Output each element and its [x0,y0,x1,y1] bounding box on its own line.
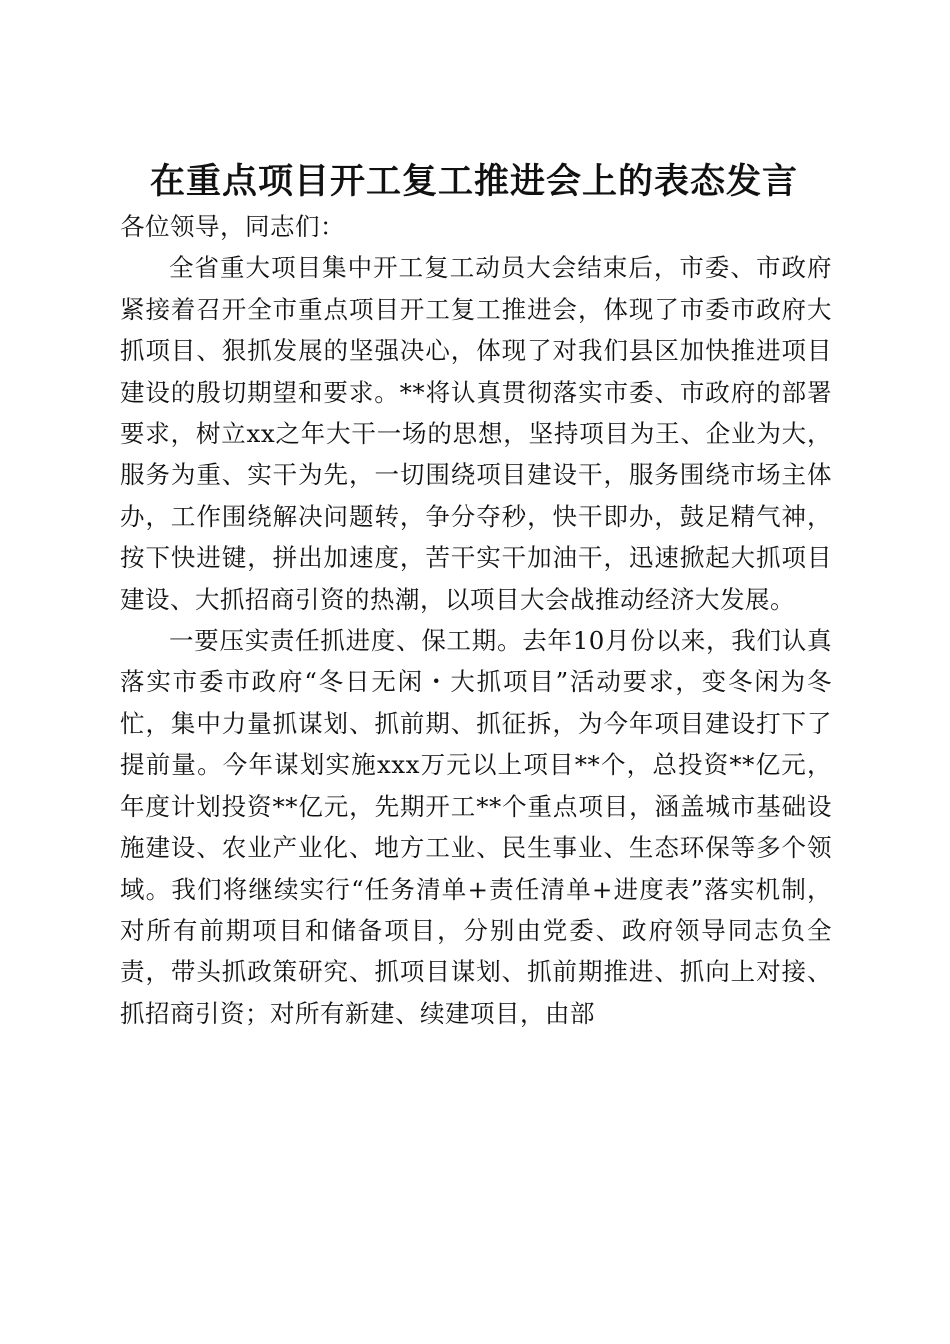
salutation: 各位领导，同志们： [120,212,345,241]
paragraph-1: 全省重大项目集中开工复工动员大会结束后，市委、市政府紧接着召开全市重点项目开工复工推进会，体现了市委市政府大抓项目、狠抓发展的坚强决心，体现了对我们县区加快推进项目建设的殷切期望和要求。**将认真贯彻落实市委、市政府的部署要求，树立xx之年大干一场的思想，坚持项目为王、企业为大，服务为重、实干为先，一切围绕项目建设干，服务围绕市场主体办，工作围绕解决问题转，争分夺秒，快干即办，鼓足精气神，按下快进键，拼出加速度，苦干实干加油干，迅速掀起大抓项目建设、大抓招商引资的热潮，以项目大会战推动经济大发展。 [120,253,832,614]
paragraph-2: 一要压实责任抓进度、保工期。去年10月份以来，我们认真落实市委市政府“冬日无闲・大抓项目”活动要求，变冬闲为冬忙，集中力量抓谋划、抓前期、抓征拆，为今年项目建设打下了提前量。今年谋划实施xxx万元以上项目**个，总投资**亿元，年度计划投资**亿元，先期开工**个重点项目，涵盖城市基础设施建设、农业产业化、地方工业、民生事业、生态环保等多个领域。我们将继续实行“任务清单+责任清单+进度表”落实机制，对所有前期项目和储备项目，分别由党委、政府领导同志负全责，带头抓政策研究、抓项目谋划、抓前期推进、抓向上对接、抓招商引资；对所有新建、续建项目，由部 [120,626,832,1028]
document-title: 在重点项目开工复工推进会上的表态发言 [149,162,798,203]
document-body [120,206,832,1034]
